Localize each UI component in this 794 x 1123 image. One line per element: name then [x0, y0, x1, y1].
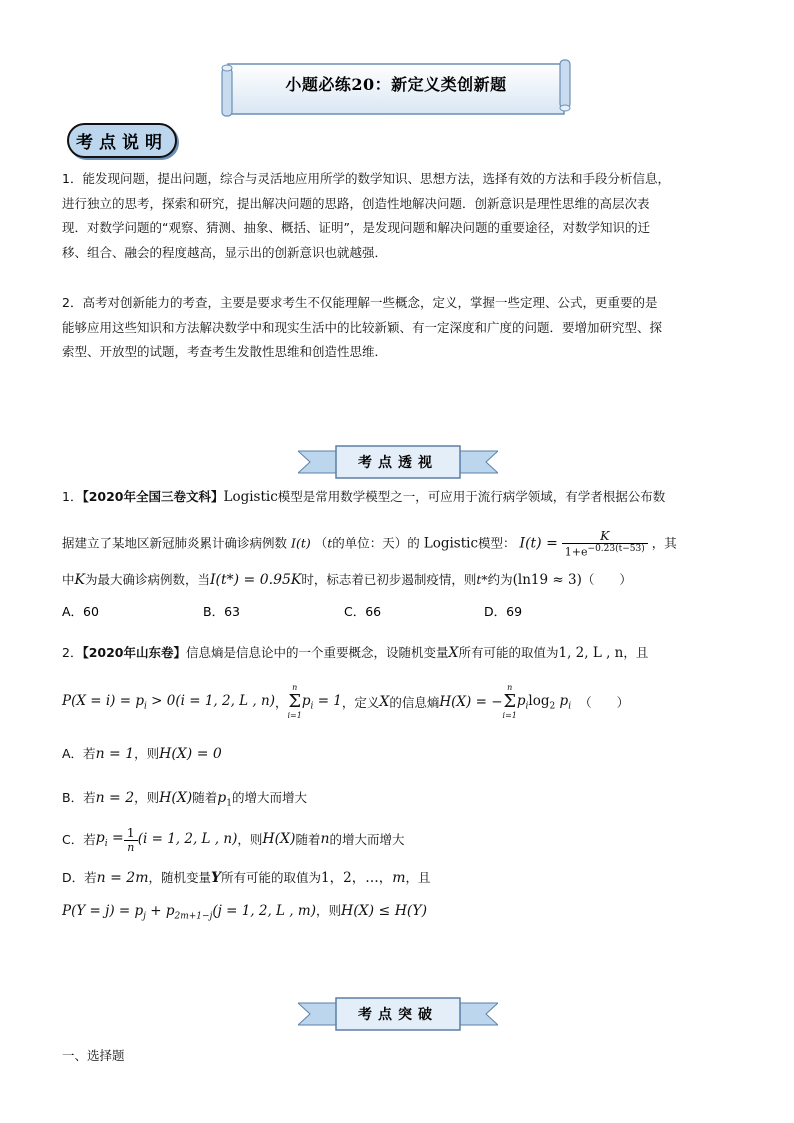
q1-condition: I(t*) = 0.95K: [210, 572, 302, 588]
option-text: ，则: [134, 746, 160, 761]
sum-upper: n: [292, 683, 298, 692]
sub: 2: [549, 701, 556, 712]
q1-text: 模型是常用数学模型之一，可应用于流行病学领域，有学者根据公布数: [277, 489, 666, 504]
text-line: 能够应用这些知识和方法解决数学中和现实生活中的比较新颖、有一定深度和广度的问题．要增加研究型、探: [62, 319, 663, 335]
q1-option-c: C．66: [344, 604, 382, 619]
logistic-term: Logistic: [223, 489, 278, 505]
option-result: H(X) = 0: [159, 746, 222, 762]
option-text: 的增大而增大: [329, 832, 405, 847]
option-result: H(X): [159, 790, 193, 806]
q1-text: 中: [62, 572, 75, 587]
option-text: ，随机变量: [148, 870, 211, 885]
fraction-numerator: K: [562, 528, 648, 544]
option-text: ，且: [405, 870, 431, 885]
q1-text: 模型：: [478, 535, 516, 551]
q1-text: 时，标志着已初步遏制疫情，则: [301, 572, 477, 587]
formula-part: (j = 1, 2, L , m): [212, 903, 316, 919]
q1-text: 为最大确诊病例数，当: [84, 572, 210, 587]
q1-text: 据建立了某地区新冠肺炎累计确诊病例数: [62, 535, 288, 551]
log: log: [528, 692, 550, 709]
option-condition: n = 2: [95, 790, 135, 806]
sub: i: [143, 701, 147, 712]
q1-source: 【2020年全国三卷文科】: [82, 489, 224, 504]
q1-option-a: A．60: [62, 604, 99, 619]
section-label-breakthrough: 考点突破: [358, 1007, 438, 1023]
q2-entropy-def: H(X) = −: [439, 694, 503, 710]
option-text: 随着: [295, 832, 321, 847]
option-text: ，则: [315, 903, 341, 918]
q2-line-2: [62, 682, 629, 722]
option-text: 所有可能的取值为: [221, 870, 322, 885]
q1-t-var: t: [327, 535, 333, 551]
sub: i: [104, 838, 108, 849]
title-banner: [220, 58, 572, 120]
option-label: C．若: [62, 832, 96, 847]
q1-hint: (ln19 ≈ 3): [512, 572, 582, 588]
option-var: Y: [211, 870, 221, 886]
option-condition: n = 2m: [96, 870, 149, 886]
text-line: 2．高考对创新能力的考查，主要是要求考生不仅能理解一些概念，定义，掌握一些定理、公式，更重要的是: [62, 295, 658, 310]
h-body: p: [516, 692, 526, 709]
q1-option-d: D．69: [484, 604, 523, 619]
q2-answer-blank: （ ）: [579, 695, 630, 710]
q1-line-1: [62, 487, 665, 505]
sum-lower: i=1: [502, 711, 517, 720]
sub: i: [525, 701, 529, 712]
q2-x-var: X: [379, 694, 390, 710]
explanation-paragraph-1: [62, 167, 742, 265]
sub: 1: [226, 798, 232, 809]
formula-part: P(Y = j) = p: [62, 903, 144, 919]
subsection-heading: 一、选择题: [62, 1048, 125, 1063]
q2-number: 2．: [62, 645, 83, 660]
text-line: 现．对数学问题的“观察、猜测、抽象、概括、证明”，是发现问题和解决问题的重要途径，对数学知识的迁: [62, 220, 650, 235]
eq: =: [107, 829, 124, 846]
option-text: ，则: [134, 790, 160, 805]
sum-lower: i=1: [287, 711, 302, 720]
q1-option-b: B．63: [203, 604, 240, 619]
q2-option-b: [62, 788, 307, 809]
section-ribbon-breakthrough: [298, 995, 498, 1033]
option-var: p: [217, 790, 227, 806]
q1-text: 的单位：天）的: [332, 535, 420, 551]
option-label: D．若: [62, 870, 97, 885]
option-var: m: [392, 870, 406, 886]
q1-line-3: [62, 570, 632, 588]
formula-part: + p: [145, 903, 175, 919]
q1-tstar: t*: [476, 572, 488, 587]
text-line: 移、组合、融会的程度越高，显示出的创新意识也就越强．: [62, 244, 388, 260]
option-var: n: [320, 831, 330, 847]
q1-line-2: [62, 528, 677, 559]
q1-it: I(t): [291, 535, 311, 551]
sum-upper: n: [507, 683, 513, 692]
q1-k-var: K: [74, 572, 85, 588]
q2-text: 信息熵是信息论中的一个重要概念，设随机变量: [186, 645, 449, 660]
section-label-perspective: 考点透视: [358, 455, 438, 471]
fraction-numerator: 1: [124, 825, 138, 841]
fraction-denominator: [562, 544, 648, 559]
q1-number: 1．: [62, 489, 83, 504]
option-text: 的增大而增大: [231, 790, 307, 805]
option-result: H(X) ≤ H(Y): [340, 903, 428, 919]
q2-line-1: [62, 643, 648, 661]
text-line: 1．能发现问题，提出问题，综合与灵活地应用所学的数学知识、思想方法，选择有效的方法和手段分析信息，: [62, 171, 670, 186]
sum-eq: = 1: [313, 692, 342, 709]
den-exponent: −0.23(t−53): [587, 544, 645, 554]
q2-text: 的信息熵: [389, 695, 440, 710]
q2-option-d-formula: [62, 901, 427, 922]
q1-text: （: [314, 535, 328, 551]
q1-formula-fraction: [562, 528, 648, 559]
h-p: p: [555, 692, 569, 709]
sum-body: p: [301, 692, 311, 709]
q1-formula-lhs: I(t) =: [519, 535, 558, 552]
q2-source: 【2020年山东卷】: [82, 645, 186, 660]
section-ribbon-perspective: [298, 443, 498, 481]
q1-text: 约为: [487, 572, 513, 587]
q1-text: ，其: [651, 535, 677, 551]
q2-option-d: [62, 866, 431, 886]
option-text: 随着: [192, 790, 218, 805]
fraction-denominator: n: [127, 840, 135, 854]
option-condition: n = 1: [95, 746, 135, 762]
explanation-paragraph-2: [62, 291, 742, 365]
text-line: 索型、开放型的试题，考查考生发散性思维和创造性思维．: [62, 344, 388, 359]
option-text: ，则: [237, 832, 263, 847]
sub: i: [568, 701, 572, 712]
option-label: A．若: [62, 746, 96, 761]
option-label: B．若: [62, 790, 96, 805]
q2-option-a: [62, 744, 222, 762]
q2-values: 1, 2, L , n: [558, 645, 624, 661]
sum-symbol: n Σ i=1: [502, 683, 517, 720]
q2-text: ，定义: [341, 695, 380, 710]
text-line: 进行独立的思考，探索和研究，提出解决问题的思路，创造性地解决问题．创新意识是理性思维的高层次表: [62, 195, 650, 211]
q2-text: ，: [274, 695, 288, 710]
q1-answer-blank: （ ）: [581, 572, 632, 587]
q2-text: 所有可能的取值为: [458, 645, 559, 660]
option-values: 1，2，…，: [321, 870, 393, 886]
q2-text: ，且: [623, 645, 649, 660]
section-label-explanation: 考点说明: [67, 123, 177, 158]
sub: j: [143, 911, 146, 922]
den-base: 1+e: [564, 545, 588, 559]
sub: 2m+1−j: [174, 911, 213, 922]
option-fraction: [124, 825, 138, 854]
sub: i: [310, 701, 314, 712]
logistic-term: Logistic: [423, 535, 479, 552]
option-result: H(X): [262, 831, 296, 847]
option-var: p: [95, 829, 105, 846]
q2-prob-def: P(X = i) = p: [62, 692, 144, 709]
page-title: 小题必练20：新定义类创新题: [285, 75, 507, 94]
q2-option-c: [62, 822, 405, 856]
q2-prob-def-rest: > 0(i = 1, 2, L , n): [146, 692, 275, 709]
option-range: (i = 1, 2, L , n): [137, 831, 238, 847]
sum-symbol: n Σ i=1: [287, 683, 302, 720]
q2-x-var: X: [448, 645, 459, 661]
